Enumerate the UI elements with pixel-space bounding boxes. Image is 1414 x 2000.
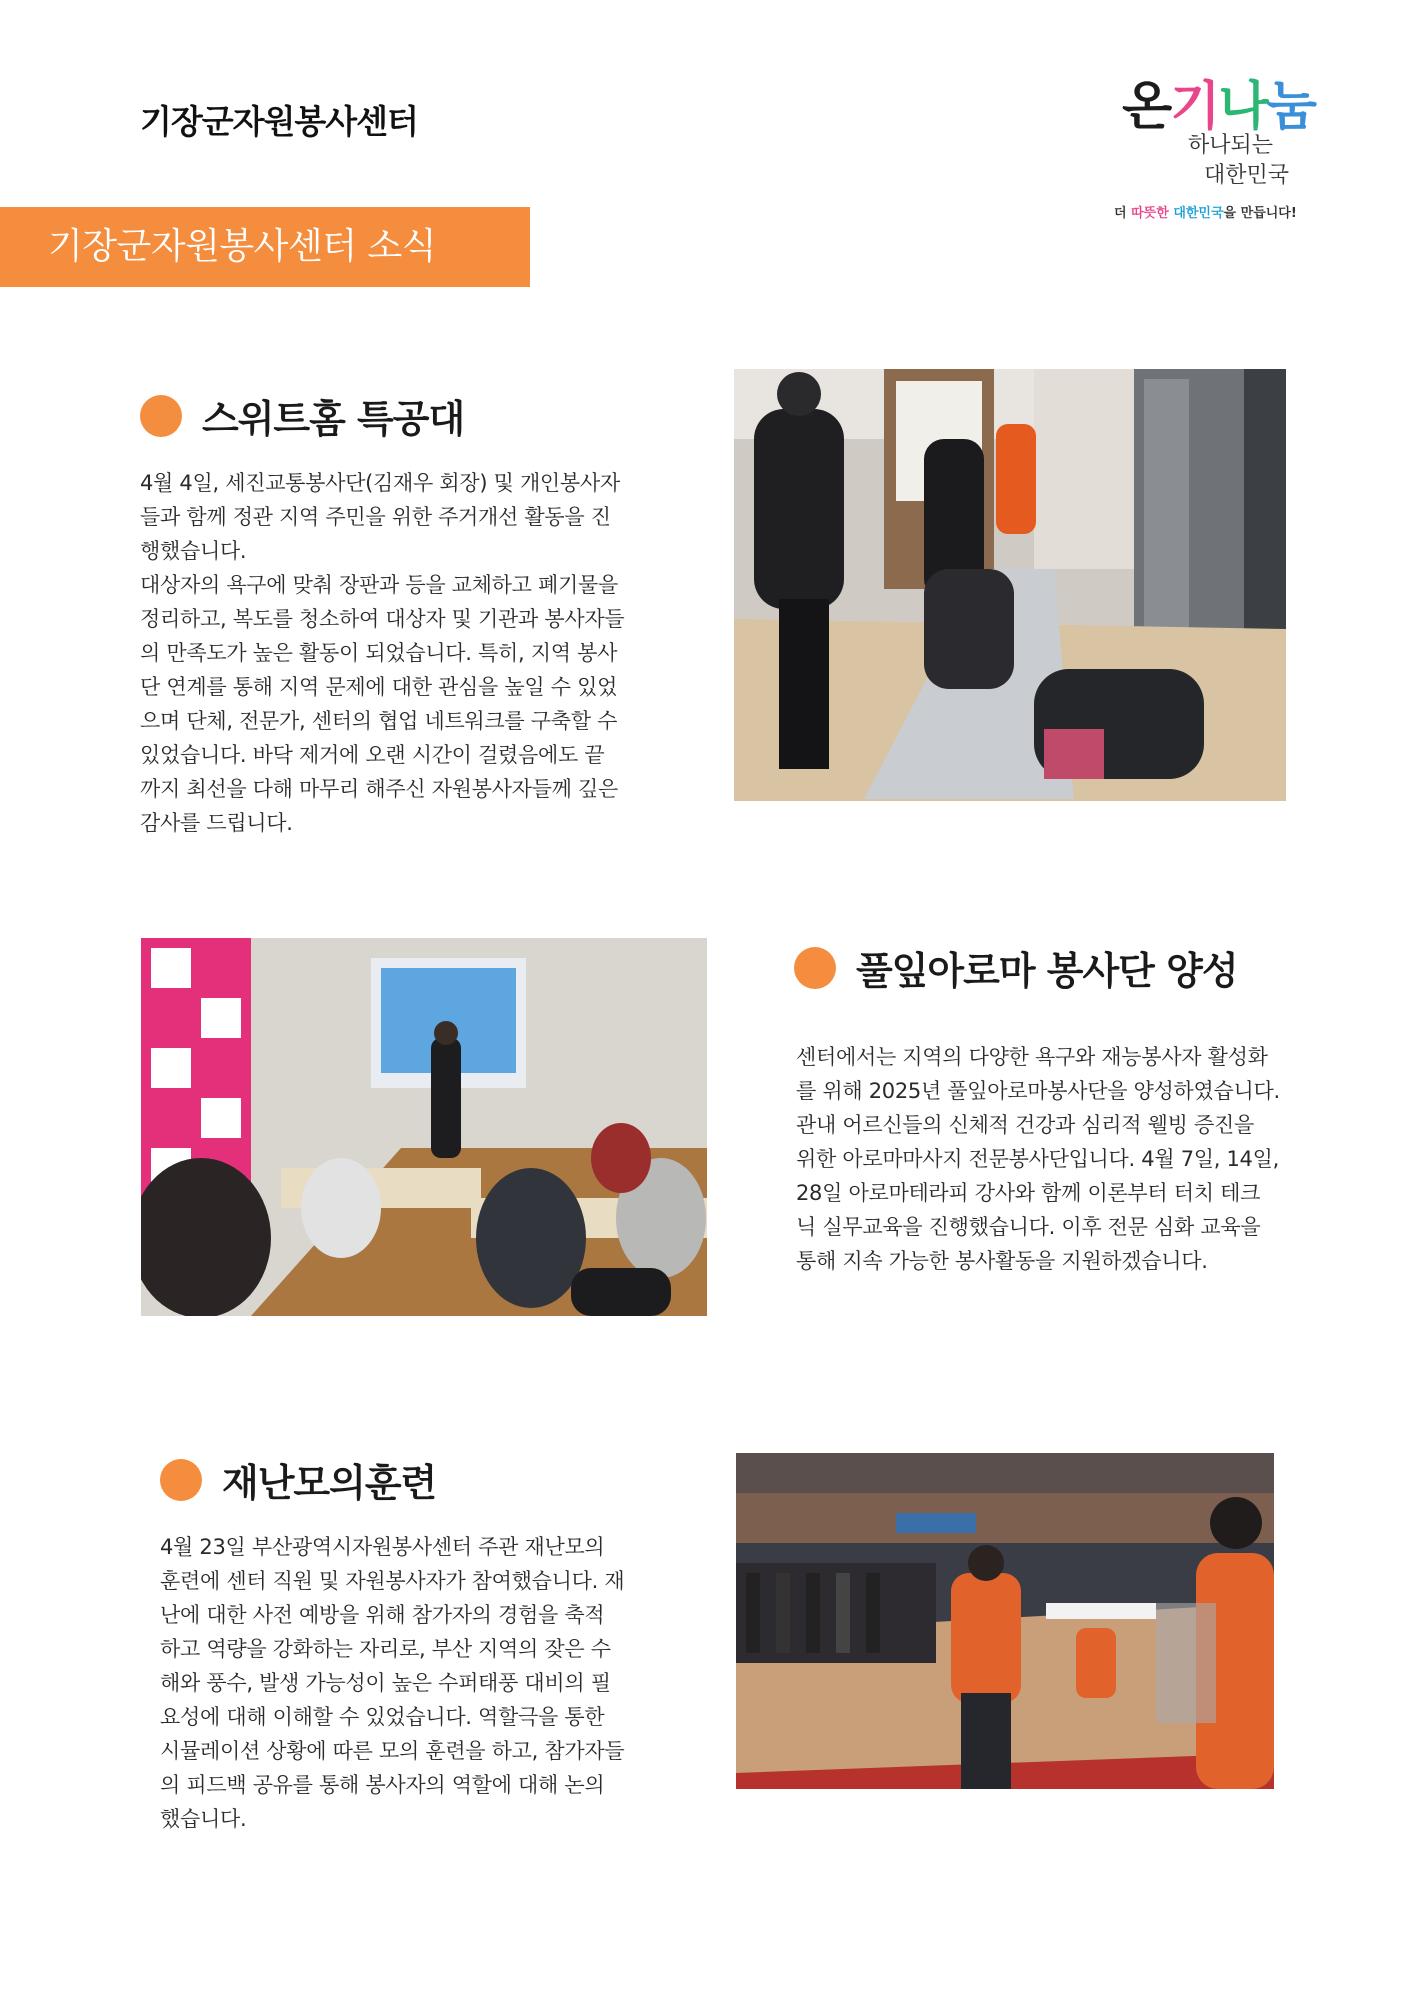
section-title: 스위트홈 특공대	[202, 397, 465, 441]
tagline-post: 을 만듭니다!	[1223, 206, 1297, 221]
section-heading-sweethome	[140, 388, 464, 443]
bullet-dot-icon	[794, 947, 836, 989]
campaign-logo	[1110, 60, 1326, 230]
tagline-pre: 더	[1114, 206, 1132, 221]
section-heading-aroma	[794, 940, 1238, 995]
photo-housing-repair	[734, 369, 1286, 801]
logo-char-2: 기	[1170, 77, 1219, 137]
newsletter-banner: 기장군자원봉사센터 소식	[0, 207, 530, 287]
section-title: 풀잎아로마 봉사단 양성	[856, 949, 1238, 993]
section-body: 센터에서는 지역의 다양한 욕구와 재능봉사자 활성화 를 위해 2025년 풀잎아로마봉사단을 양성하였습니다. 관내 어르신들의 신체적 건강과 심리적 웰빙 증진을 위한 아로마마사지 전문봉사단입니다. 4월 7일, 14일, 28일 아로마테라피 강사와 함께 이론부터 터치 테크 닉 실무교육을 진행했습니다. 이후 전문 심화 교육을 통해 지속 가능한 봉사활동을 지원하겠습니다.	[796, 1045, 1280, 1273]
tagline-highlight-1: 따뜻한	[1131, 206, 1169, 221]
bullet-dot-icon	[140, 395, 182, 437]
logo-subtitle-2: 대한민국	[1204, 163, 1290, 188]
logo-tagline	[1114, 202, 1297, 221]
organization-title: 기장군자원봉사센터	[140, 102, 418, 141]
photo-aroma-training	[141, 938, 707, 1316]
logo-char-3: 나	[1218, 77, 1267, 137]
section-body: 4월 4일, 세진교통봉사단(김재우 회장) 및 개인봉사자 들과 함께 정관 지역 주민을 위한 주거개선 활동을 진 행했습니다. 대상자의 욕구에 맞춰 장판과 등을 교체하고 폐기물을 정리하고, 복도를 청소하여 대상자 및 기관과 봉사자들 의 만족도가 높은 활동이 되었습니다. 특히, 지역 봉사 단 연계를 통해 지역 문제에 대한 관심을 높일 수 있었 으며 단체, 전문가, 센터의 협업 네트워크를 구축할 수 있었습니다. 바닥 제거에 오랜 시간이 걸렸음에도 끝 까지 최선을 다해 마무리 해주신 자원봉사자들께 깊은 감사를 드립니다.	[140, 471, 625, 835]
section-title: 재난모의훈련	[222, 1461, 437, 1505]
logo-subtitle-1: 하나되는	[1188, 133, 1274, 158]
tagline-highlight-2: 대한민국	[1173, 206, 1224, 221]
bullet-dot-icon	[160, 1459, 202, 1501]
photo-disaster-drill	[736, 1453, 1274, 1789]
logo-char-4: 눔	[1266, 77, 1315, 137]
section-heading-disaster-drill	[160, 1452, 436, 1507]
section-body: 4월 23일 부산광역시자원봉사센터 주관 재난모의 훈련에 센터 직원 및 자원봉사자가 참여했습니다. 재 난에 대한 사전 예방을 위해 참가자의 경험을 축적 하고 역량을 강화하는 자리로, 부산 지역의 잦은 수 해와 풍수, 발생 가능성이 높은 수퍼태풍 대비의 필 요성에 대해 이해할 수 있었습니다. 역할극을 통한 시뮬레이션 상황에 따른 모의 훈련을 하고, 참가자들 의 피드백 공유를 통해 봉사자의 역할에 대해 논의 했습니다.	[160, 1535, 625, 1831]
logo-char-1: 온	[1122, 77, 1171, 137]
